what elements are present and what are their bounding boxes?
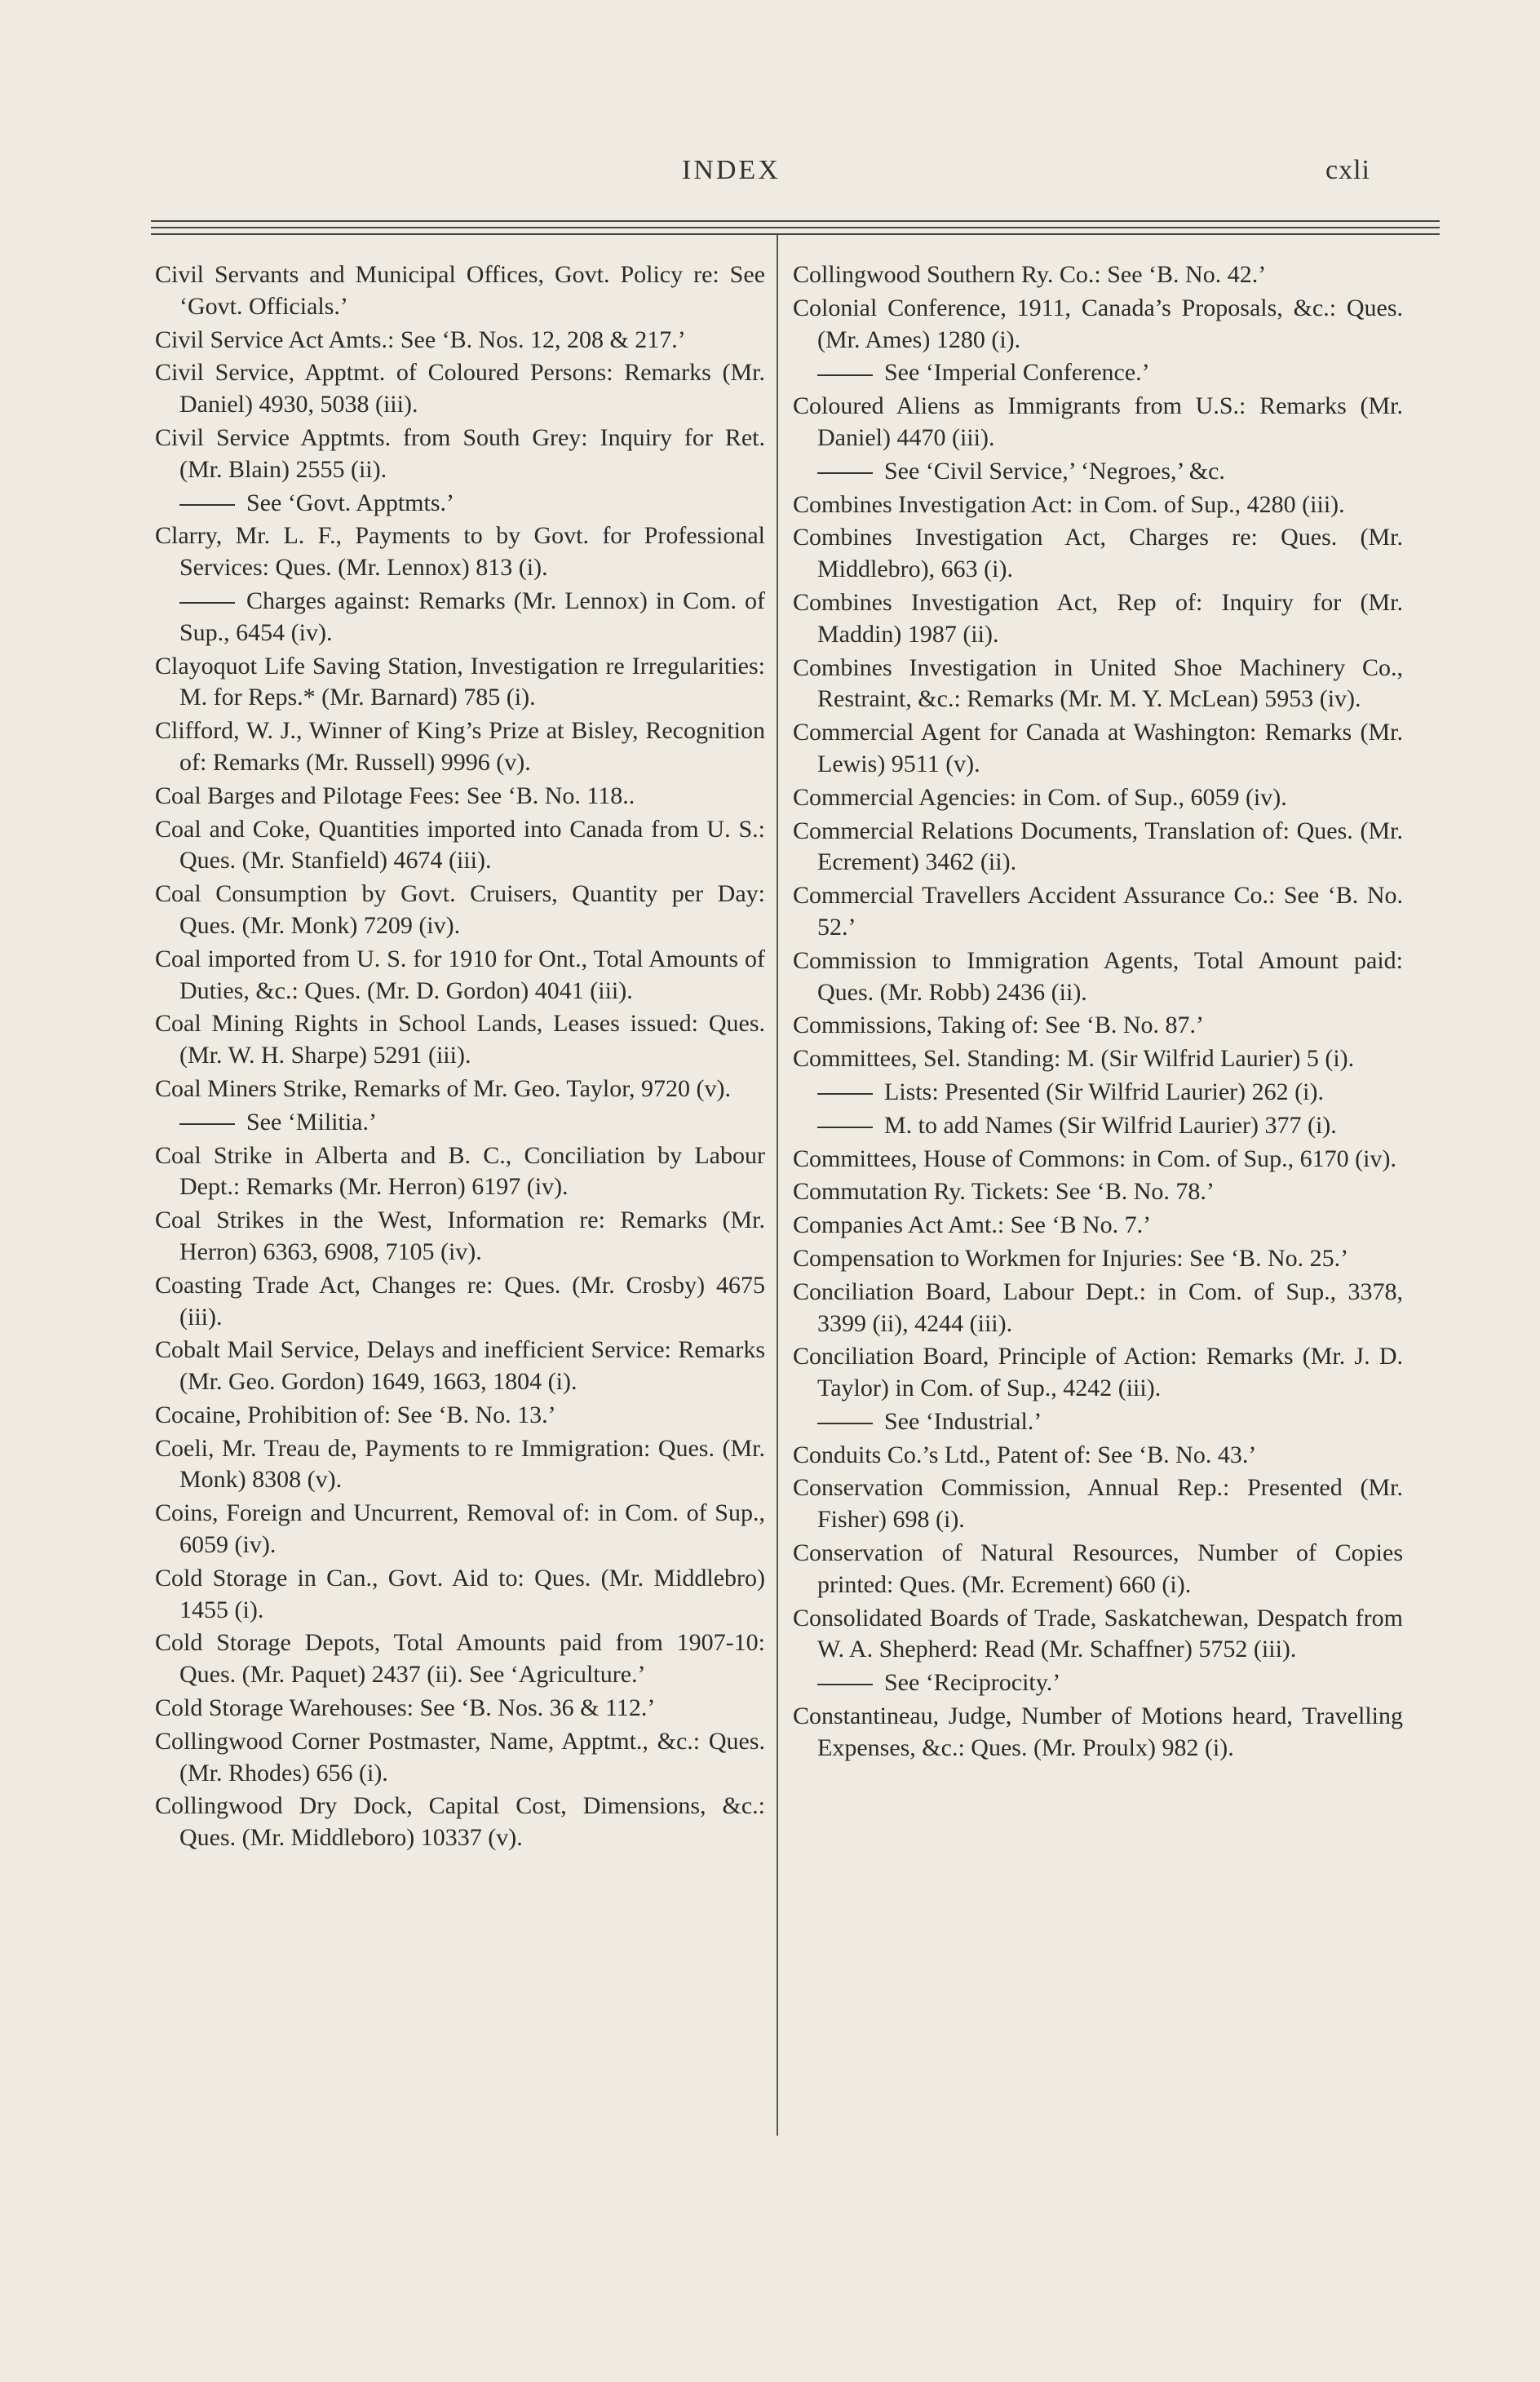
entry-text: Conservation Commission, Annual Rep.: Presented (Mr. Fisher) 698 (i). [793, 1474, 1403, 1534]
entry-text: Cobalt Mail Service, Delays and inefficient Service: Remarks (Mr. Geo. Gordon) 1649, 1663, 1804 (i). [155, 1336, 765, 1396]
entry-text: See ‘Civil Service,’ ‘Negroes,’ &c. [884, 457, 1225, 485]
running-head [0, 155, 1540, 196]
entry-text: Lists: Presented (Sir Wilfrid Laurier) 262 (i). [884, 1078, 1324, 1105]
entry-text: Civil Service Apptmts. from South Grey: Inquiry for Ret. (Mr. Blain) 2555 (ii). [155, 423, 765, 483]
index-entry [793, 1603, 1403, 1667]
index-entry [155, 814, 765, 878]
entry-text: Coal imported from U. S. for 1910 for Ont., Total Amounts of Duties, &c.: Ques. (Mr. D. Gordon) 4041 (iii). [155, 945, 765, 1004]
index-entry [793, 782, 1403, 814]
entry-text: Combines Investigation Act: in Com. of Sup., 4280 (iii). [793, 490, 1345, 518]
index-entry [155, 879, 765, 942]
entry-text: Colonial Conference, 1911, Canada’s Proposals, &c.: Ques. (Mr. Ames) 1280 (i). [793, 294, 1403, 353]
index-entry [155, 944, 765, 1007]
ditto-dash [817, 1423, 873, 1424]
entry-text: Companies Act Amt.: See ‘B No. 7.’ [793, 1211, 1152, 1239]
index-subentry [793, 1110, 1403, 1142]
index-entry [155, 781, 765, 812]
index-entry [793, 1341, 1403, 1405]
entry-text: Civil Servants and Municipal Offices, Govt. Policy re: See ‘Govt. Officials.’ [155, 261, 765, 320]
entry-text: Cold Storage Warehouses: See ‘B. Nos. 36 & 112.’ [155, 1694, 656, 1722]
entry-text: Combines Investigation Act, Charges re: Ques. (Mr. Middlebro), 663 (i). [793, 524, 1403, 583]
entry-text: Coloured Aliens as Immigrants from U.S.: Remarks (Mr. Daniel) 4470 (iii). [793, 392, 1403, 451]
entry-text: Committees, House of Commons: in Com. of Sup., 6170 (iv). [793, 1145, 1396, 1172]
entry-text: Commercial Relations Documents, Translation of: Ques. (Mr. Ecrement) 3462 (ii). [793, 817, 1403, 876]
header-rule [151, 220, 1440, 237]
index-entry [155, 259, 765, 323]
right-column [793, 259, 1403, 1766]
entry-text: Coal Consumption by Govt. Cruisers, Quantity per Day: Ques. (Mr. Monk) 7209 (iv). [155, 880, 765, 939]
ditto-dash [179, 504, 235, 506]
index-entry [793, 293, 1403, 356]
entry-text: See ‘Imperial Conference.’ [884, 359, 1150, 387]
entry-text: Commutation Ry. Tickets: See ‘B. No. 78.’ [793, 1178, 1215, 1206]
rule-line [151, 233, 1440, 235]
entry-text: Conciliation Board, Principle of Action: Remarks (Mr. J. D. Taylor) in Com. of Sup., 4242 (iii). [793, 1343, 1403, 1402]
entry-text: Conciliation Board, Labour Dept.: in Com. of Sup., 3378, 3399 (ii), 4244 (iii). [793, 1277, 1403, 1337]
index-entry [155, 1726, 765, 1790]
entry-text: Cocaine, Prohibition of: See ‘B. No. 13.’ [155, 1401, 556, 1428]
entry-text: Conduits Co.’s Ltd., Patent of: See ‘B. No. 43.’ [793, 1441, 1257, 1468]
index-subentry [155, 488, 765, 520]
entry-text: Cold Storage Depots, Total Amounts paid from 1907-10: Ques. (Mr. Paquet) 2437 (ii). See ‘Agriculture.’ [155, 1629, 765, 1689]
index-entry [155, 651, 765, 715]
entry-text: Compensation to Workmen for Injuries: See ‘B. No. 25.’ [793, 1244, 1349, 1272]
index-entry [793, 1010, 1403, 1042]
page-number: cxli [1325, 155, 1370, 185]
entry-text: Coins, Foreign and Uncurrent, Removal of: in Com. of Sup., 6059 (iv). [155, 1499, 765, 1559]
index-entry [793, 1472, 1403, 1536]
index-entry [793, 1210, 1403, 1242]
index-entry [793, 259, 1403, 291]
entry-text: Conservation of Natural Resources, Number of Copies printed: Ques. (Mr. Ecrement) 660 (i). [793, 1539, 1403, 1598]
index-entry [793, 1176, 1403, 1208]
entry-text: Coasting Trade Act, Changes re: Ques. (Mr. Crosby) 4675 (iii). [155, 1271, 765, 1330]
entry-text: Collingwood Dry Dock, Capital Cost, Dimensions, &c.: Ques. (Mr. Middleboro) 10337 (v). [155, 1792, 765, 1852]
rule-line [151, 227, 1440, 228]
entry-text: Constantineau, Judge, Number of Motions heard, Travelling Expenses, &c.: Ques. (Mr. Proulx) 982 (i). [793, 1702, 1403, 1761]
index-entry [155, 1008, 765, 1072]
index-entry [155, 1791, 765, 1854]
index-subentry [793, 1406, 1403, 1438]
left-column [155, 259, 765, 1856]
index-entry [155, 1335, 765, 1398]
index-entry [155, 1074, 765, 1105]
index-entry [155, 325, 765, 356]
index-entry [793, 1538, 1403, 1601]
page-title: INDEX [682, 155, 781, 185]
column-divider [777, 235, 778, 2136]
index-entry [793, 653, 1403, 716]
index-entry [793, 522, 1403, 586]
index-entry [793, 717, 1403, 781]
entry-text: See ‘Reciprocity.’ [884, 1669, 1061, 1697]
entry-text: Coal Miners Strike, Remarks of Mr. Geo. Taylor, 9720 (v). [155, 1074, 732, 1102]
index-entry [793, 1043, 1403, 1075]
index-entry [793, 1701, 1403, 1764]
entry-text: Combines Investigation in United Shoe Machinery Co., Restraint, &c.: Remarks (Mr. M. Y. McLean) 5953 (iv). [793, 653, 1403, 713]
index-entry [793, 945, 1403, 1009]
index-subentry [793, 357, 1403, 389]
entry-text: Coal Strike in Alberta and B. C., Conciliation by Labour Dept.: Remarks (Mr. Herron) 6197 (iv). [155, 1141, 765, 1201]
index-entry [793, 880, 1403, 944]
entry-text: Charges against: Remarks (Mr. Lennox) in Com. of Sup., 6454 (iv). [179, 587, 765, 646]
entry-text: Commissions, Taking of: See ‘B. No. 87.’ [793, 1012, 1205, 1039]
index-entry [155, 715, 765, 779]
index-subentry [793, 1077, 1403, 1109]
index-subentry [155, 586, 765, 649]
index-entry [155, 1693, 765, 1725]
index-entry [793, 1144, 1403, 1176]
index-entry [155, 1498, 765, 1561]
index-entry [793, 1243, 1403, 1275]
entry-text: Committees, Sel. Standing: M. (Sir Wilfrid Laurier) 5 (i). [793, 1045, 1355, 1073]
entry-text: See ‘Militia.’ [246, 1108, 377, 1136]
entry-text: Combines Investigation Act, Rep of: Inquiry for (Mr. Maddin) 1987 (ii). [793, 588, 1403, 648]
entry-text: Civil Service, Apptmt. of Coloured Persons: Remarks (Mr. Daniel) 4930, 5038 (iii). [155, 359, 765, 418]
entry-text: Consolidated Boards of Trade, Saskatchewan, Despatch from W. A. Shepherd: Read (Mr. Schaffner) 5752 (iii). [793, 1604, 1403, 1663]
entry-text: Commercial Agencies: in Com. of Sup., 6059 (iv). [793, 783, 1287, 811]
entry-text: Coal Mining Rights in School Lands, Leases issued: Ques. (Mr. W. H. Sharpe) 5291 (iii). [155, 1010, 765, 1069]
index-entry [793, 816, 1403, 879]
entry-text: Coal Barges and Pilotage Fees: See ‘B. No. 118.. [155, 781, 635, 809]
index-subentry [793, 456, 1403, 488]
ditto-dash [817, 1093, 873, 1095]
ditto-dash [179, 1123, 235, 1125]
entry-text: Coal Strikes in the West, Information re: Remarks (Mr. Herron) 6363, 6908, 7105 (iv). [155, 1206, 765, 1265]
ditto-dash [817, 374, 873, 376]
entry-text: See ‘Govt. Apptmts.’ [246, 489, 454, 516]
entry-text: Coal and Coke, Quantities imported into Canada from U. S.: Ques. (Mr. Stanfield) 4674 (iii). [155, 815, 765, 874]
entry-text: Cold Storage in Can., Govt. Aid to: Ques. (Mr. Middlebro) 1455 (i). [155, 1564, 765, 1623]
index-subentry [793, 1667, 1403, 1699]
entry-text: See ‘Industrial.’ [884, 1407, 1042, 1435]
ditto-dash [817, 1684, 873, 1685]
index-entry [155, 1205, 765, 1268]
entry-text: Commercial Agent for Canada at Washington: Remarks (Mr. Lewis) 9511 (v). [793, 719, 1403, 777]
index-entry [793, 1277, 1403, 1340]
entry-text: Commission to Immigration Agents, Total Amount paid: Ques. (Mr. Robb) 2436 (ii). [793, 946, 1403, 1006]
entry-text: Collingwood Southern Ry. Co.: See ‘B. No. 42.’ [793, 261, 1267, 288]
index-entry [155, 1627, 765, 1691]
index-entry [155, 357, 765, 421]
entry-text: Commercial Travellers Accident Assurance Co.: See ‘B. No. 52.’ [793, 882, 1403, 941]
ditto-dash [817, 1127, 873, 1128]
entry-text: Clifford, W. J., Winner of King’s Prize at Bisley, Recognition of: Remarks (Mr. Russell) 9996 (v). [155, 717, 765, 776]
rule-line [151, 220, 1440, 222]
index-entry [793, 587, 1403, 651]
index-entry [155, 1563, 765, 1627]
index-entry [155, 1270, 765, 1334]
index-entry [155, 1400, 765, 1432]
index-entry [155, 520, 765, 584]
index-entry [793, 1440, 1403, 1472]
entry-text: Coeli, Mr. Treau de, Payments to re Immigration: Ques. (Mr. Monk) 8308 (v). [155, 1434, 765, 1494]
entry-text: Collingwood Corner Postmaster, Name, Apptmt., &c.: Ques. (Mr. Rhodes) 656 (i). [155, 1727, 765, 1786]
index-entry [155, 423, 765, 486]
entry-text: M. to add Names (Sir Wilfrid Laurier) 377 (i). [884, 1111, 1337, 1139]
ditto-dash [179, 602, 235, 604]
index-entry [793, 489, 1403, 521]
entry-text: Civil Service Act Amts.: See ‘B. Nos. 12, 208 & 217.’ [155, 325, 686, 353]
index-entry [793, 391, 1403, 454]
index-entry [155, 1140, 765, 1204]
entry-text: Clayoquot Life Saving Station, Investigation re Irregularities: M. for Reps.* (Mr. Barnard) 785 (i). [155, 652, 765, 711]
entry-text: Clarry, Mr. L. F., Payments to by Govt. for Professional Services: Ques. (Mr. Lennox) 813 (i). [155, 522, 765, 582]
index-subentry [155, 1107, 765, 1139]
index-entry [155, 1433, 765, 1497]
ditto-dash [817, 472, 873, 474]
